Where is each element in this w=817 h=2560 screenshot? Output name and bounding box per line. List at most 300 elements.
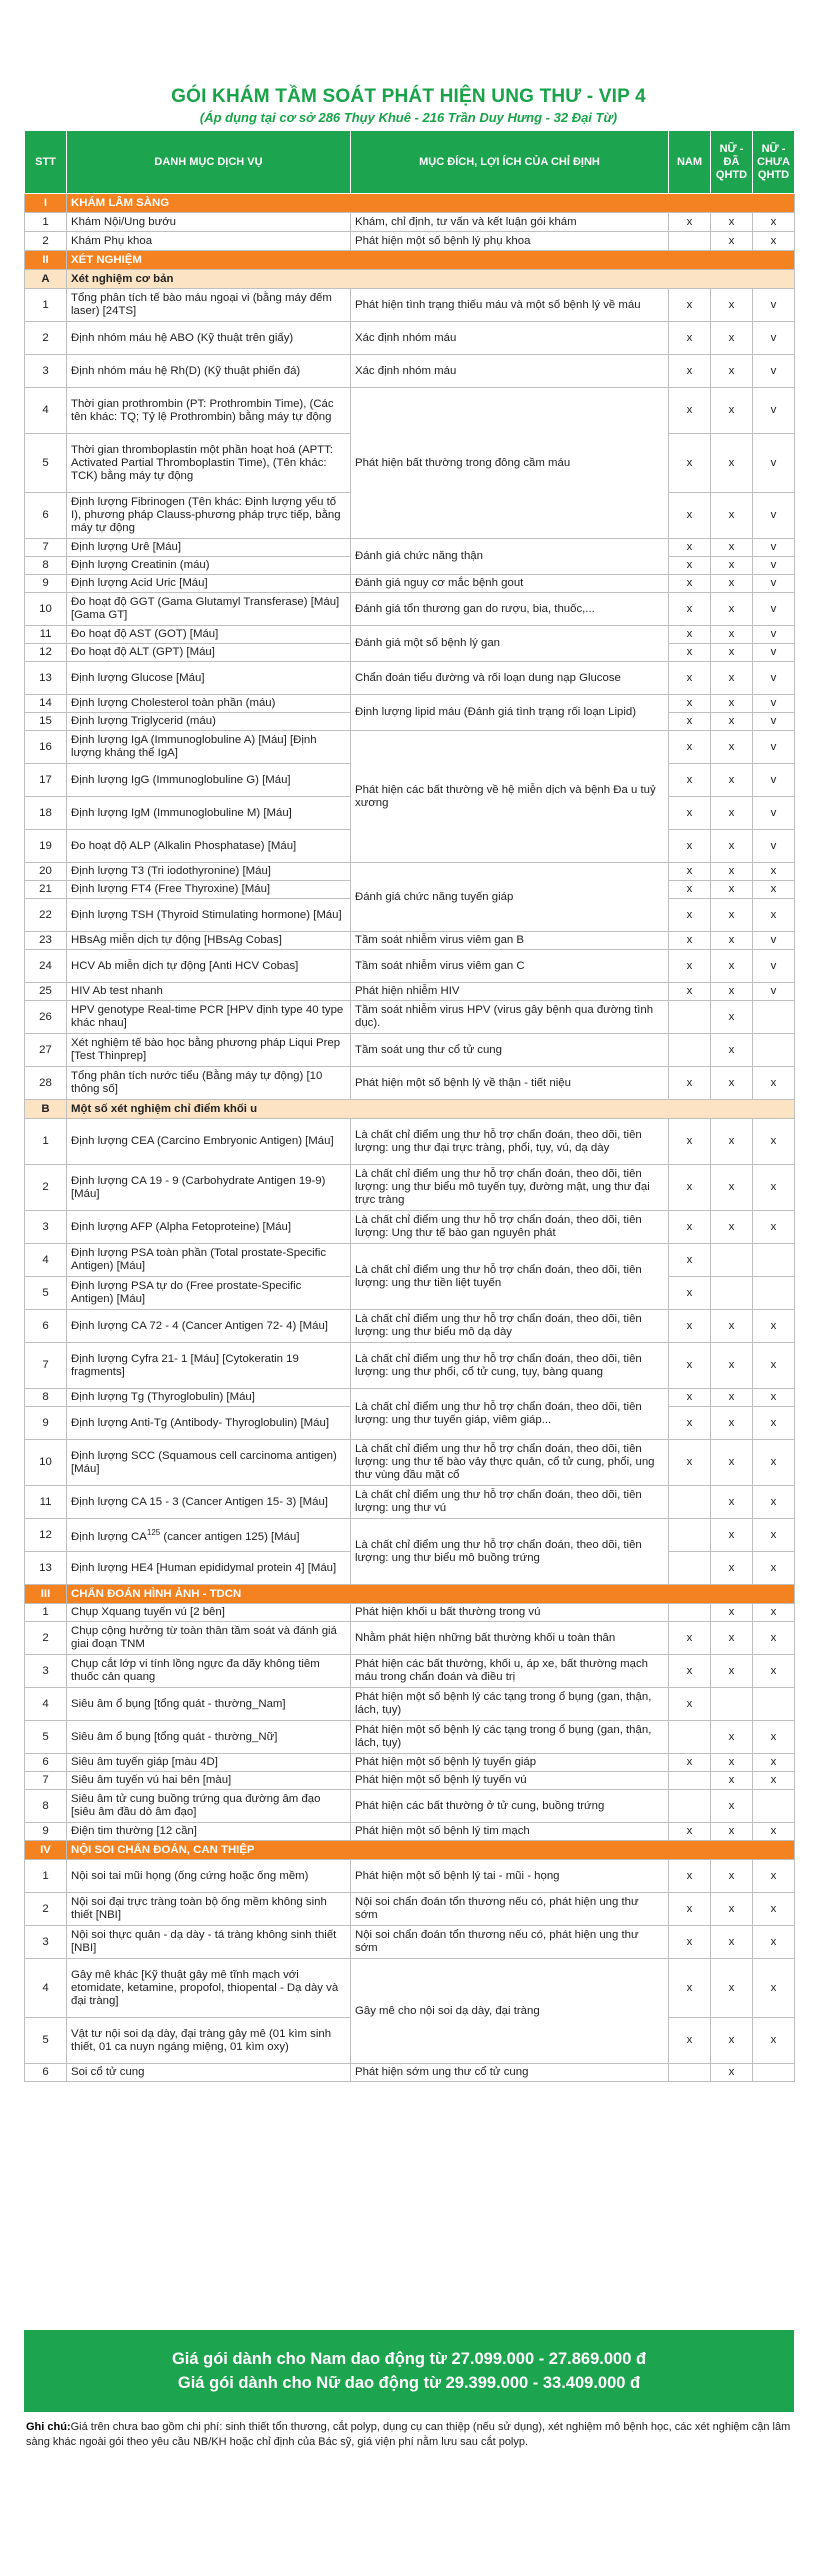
subsection-number: B: [25, 1100, 67, 1119]
mark-female-single: x: [753, 1519, 795, 1552]
row-stt: 2: [25, 232, 67, 251]
row-purpose: Chẩn đoán tiểu đường và rối loạn dung nạp Glucose: [351, 662, 669, 695]
mark-male: x: [669, 322, 711, 355]
row-purpose: Tầm soát nhiễm virus viêm gan B: [351, 932, 669, 950]
row-purpose: Là chất chỉ điểm ung thư hỗ trợ chẩn đoán, theo dõi, tiên lượng: ung thư biểu mô buồng trứng: [351, 1519, 669, 1585]
row-purpose: Phát hiện một số bệnh lý phụ khoa: [351, 232, 669, 251]
service-name-part: Định lượng CA: [71, 1530, 147, 1543]
row-service: Định lượng CA 72 - 4 (Cancer Antigen 72- 4) [Máu]: [67, 1310, 351, 1343]
mark-male: x: [669, 797, 711, 830]
row-purpose: Phát hiện khối u bất thường trong vú: [351, 1604, 669, 1622]
row-purpose: Đánh giá chức năng tuyến giáp: [351, 863, 669, 932]
row-stt: 26: [25, 1001, 67, 1034]
table-row: [25, 1860, 795, 1893]
mark-male: x: [669, 434, 711, 493]
mark-female-single: v: [753, 695, 795, 713]
row-service: Định lượng Triglycerid (máu): [67, 713, 351, 731]
row-service: Thời gian thromboplastin một phần hoạt hoá (APTT: Activated Partial Thromboplastin Time), (Tên khác: TCK) bằng máy tự động: [67, 434, 351, 493]
row-stt: 2: [25, 1893, 67, 1926]
mark-male: x: [669, 1067, 711, 1100]
row-stt: 10: [25, 593, 67, 626]
row-service: Định lượng TSH (Thyroid Stimulating hormone) [Máu]: [67, 899, 351, 932]
table-header-row: [25, 131, 795, 194]
mark-male: x: [669, 899, 711, 932]
row-stt: 6: [25, 2064, 67, 2082]
mark-female-married: x: [711, 1721, 753, 1754]
table-row: [25, 1959, 795, 2018]
row-purpose: Phát hiện một số bệnh lý tuyến vú: [351, 1772, 669, 1790]
mark-female-single: v: [753, 644, 795, 662]
mark-female-single: x: [753, 213, 795, 232]
mark-female-single: x: [753, 881, 795, 899]
mark-female-married: x: [711, 1655, 753, 1688]
table-row: [25, 1001, 795, 1034]
section-number: IV: [25, 1841, 67, 1860]
mark-female-single: v: [753, 626, 795, 644]
row-purpose: Phát hiện tình trạng thiếu máu và một số bệnh lý về máu: [351, 289, 669, 322]
mark-female-married: x: [711, 1211, 753, 1244]
row-stt: 12: [25, 644, 67, 662]
mark-male: x: [669, 1926, 711, 1959]
row-stt: 4: [25, 1688, 67, 1721]
table-row: [25, 1165, 795, 1211]
row-service: Đo hoạt độ ALT (GPT) [Máu]: [67, 644, 351, 662]
row-purpose: Phát hiện một số bệnh lý tim mạch: [351, 1823, 669, 1841]
row-stt: 8: [25, 557, 67, 575]
mark-female-married: x: [711, 493, 753, 539]
row-stt: 3: [25, 355, 67, 388]
row-stt: 5: [25, 434, 67, 493]
row-service: Xét nghiệm tế bào học bằng phương pháp Liqui Prep [Test Thinprep]: [67, 1034, 351, 1067]
mark-female-married: x: [711, 644, 753, 662]
row-service: Nội soi đại trực tràng toàn bộ ống mềm không sinh thiết [NBI]: [67, 1893, 351, 1926]
table-row: [25, 950, 795, 983]
row-service: Khám Phụ khoa: [67, 232, 351, 251]
mark-female-married: x: [711, 1067, 753, 1100]
row-stt: 2: [25, 322, 67, 355]
mark-female-single: x: [753, 1926, 795, 1959]
section-title: NỘI SOI CHẨN ĐOÁN, CAN THIỆP: [67, 1841, 795, 1860]
mark-male: x: [669, 355, 711, 388]
row-purpose: Nội soi chẩn đoán tổn thương nếu có, phát hiện ung thư sớm: [351, 1893, 669, 1926]
mark-male: x: [669, 881, 711, 899]
mark-female-single: x: [753, 1655, 795, 1688]
table-row: [25, 213, 795, 232]
mark-female-single: [753, 2064, 795, 2082]
mark-female-single: x: [753, 899, 795, 932]
row-stt: 12: [25, 1519, 67, 1552]
mark-female-married: x: [711, 950, 753, 983]
section-row: [25, 1841, 795, 1860]
mark-female-single: [753, 1034, 795, 1067]
mark-female-married: x: [711, 1823, 753, 1841]
mark-female-single: v: [753, 434, 795, 493]
section-number: III: [25, 1585, 67, 1604]
row-stt: 22: [25, 899, 67, 932]
row-service: Tổng phân tích tế bào máu ngoại vi (bằng máy đếm laser) [24TS]: [67, 289, 351, 322]
mark-male: x: [669, 713, 711, 731]
row-stt: 23: [25, 932, 67, 950]
mark-female-married: x: [711, 2018, 753, 2064]
mark-female-single: x: [753, 1119, 795, 1165]
mark-male: x: [669, 493, 711, 539]
row-stt: 13: [25, 1552, 67, 1585]
mark-male: x: [669, 539, 711, 557]
table-row: [25, 1310, 795, 1343]
table-row: [25, 388, 795, 434]
mark-male: x: [669, 764, 711, 797]
row-service: Định nhóm máu hệ ABO (Kỹ thuật trên giấy): [67, 322, 351, 355]
mark-female-married: [711, 1277, 753, 1310]
table-row: [25, 1440, 795, 1486]
row-purpose: Phát hiện một số bệnh lý tuyến giáp: [351, 1754, 669, 1772]
row-service: Tổng phân tích nước tiểu (Bằng máy tự động) [10 thông số]: [67, 1067, 351, 1100]
row-service: Chụp Xquang tuyến vú [2 bên]: [67, 1604, 351, 1622]
mark-female-married: x: [711, 1440, 753, 1486]
row-purpose: Tầm soát ung thư cổ tử cung: [351, 1034, 669, 1067]
mark-male: x: [669, 1440, 711, 1486]
mark-female-single: v: [753, 575, 795, 593]
row-stt: 9: [25, 1823, 67, 1841]
row-stt: 11: [25, 626, 67, 644]
mark-male: x: [669, 983, 711, 1001]
mark-female-single: x: [753, 1211, 795, 1244]
mark-female-single: v: [753, 830, 795, 863]
mark-male: x: [669, 289, 711, 322]
mark-female-single: v: [753, 797, 795, 830]
row-purpose: Đánh giá tổn thương gan do rượu, bia, thuốc,...: [351, 593, 669, 626]
mark-female-single: x: [753, 1067, 795, 1100]
row-purpose: Phát hiện các bất thường, khối u, áp xe, bất thường mạch máu trong chẩn đoán và điều trị: [351, 1655, 669, 1688]
mark-female-married: x: [711, 575, 753, 593]
subsection-row: [25, 270, 795, 289]
footnote: [26, 2420, 792, 2450]
mark-female-single: [753, 1244, 795, 1277]
row-stt: 2: [25, 1622, 67, 1655]
mark-female-married: x: [711, 593, 753, 626]
mark-female-married: [711, 1244, 753, 1277]
section-title: XÉT NGHIỆM: [67, 251, 795, 270]
row-stt: 13: [25, 662, 67, 695]
row-service: HIV Ab test nhanh: [67, 983, 351, 1001]
mark-female-married: x: [711, 1552, 753, 1585]
mark-female-single: v: [753, 932, 795, 950]
mark-female-married: [711, 1688, 753, 1721]
service-name-part: (cancer antigen 125) [Máu]: [160, 1530, 300, 1543]
row-stt: 17: [25, 764, 67, 797]
mark-male: x: [669, 863, 711, 881]
row-purpose: Phát hiện các bất thường về hệ miễn dịch và bệnh Đa u tuỷ xương: [351, 731, 669, 863]
mark-male: [669, 1790, 711, 1823]
mark-male: x: [669, 1655, 711, 1688]
table-row: [25, 1519, 795, 1552]
mark-male: x: [669, 1622, 711, 1655]
mark-female-married: x: [711, 388, 753, 434]
mark-female-married: x: [711, 2064, 753, 2082]
table-row: [25, 1688, 795, 1721]
row-purpose: Tầm soát nhiễm virus viêm gan C: [351, 950, 669, 983]
mark-female-married: x: [711, 1119, 753, 1165]
section-title: KHÁM LÂM SÀNG: [67, 194, 795, 213]
mark-male: x: [669, 1893, 711, 1926]
table-row: [25, 1604, 795, 1622]
row-stt: 4: [25, 1959, 67, 2018]
header-service: DANH MỤC DỊCH VỤ: [67, 131, 351, 194]
row-service: HBsAg miễn dịch tự động [HBsAg Cobas]: [67, 932, 351, 950]
mark-male: x: [669, 1244, 711, 1277]
table-row: [25, 1790, 795, 1823]
mark-female-single: x: [753, 1486, 795, 1519]
mark-male: x: [669, 1959, 711, 2018]
row-purpose: Tầm soát nhiễm virus HPV (virus gây bệnh qua đường tình dục).: [351, 1001, 669, 1034]
row-purpose: Phát hiện nhiễm HIV: [351, 983, 669, 1001]
mark-female-married: x: [711, 899, 753, 932]
section-number: II: [25, 251, 67, 270]
row-stt: 2: [25, 1165, 67, 1211]
row-stt: 24: [25, 950, 67, 983]
row-service: Định lượng PSA toàn phần (Total prostate-Specific Antigen) [Máu]: [67, 1244, 351, 1277]
mark-female-married: x: [711, 830, 753, 863]
mark-male: [669, 1486, 711, 1519]
row-stt: 1: [25, 1119, 67, 1165]
row-purpose: Là chất chỉ điểm ung thư hỗ trợ chẩn đoán, theo dõi, tiên lượng: Ung thư tế bào gan nguyên phát: [351, 1211, 669, 1244]
mark-female-married: x: [711, 1519, 753, 1552]
mark-female-single: x: [753, 1552, 795, 1585]
service-table: [24, 130, 795, 2082]
mark-female-single: v: [753, 289, 795, 322]
superscript-text: 125: [146, 1528, 161, 1538]
mark-female-single: x: [753, 1860, 795, 1893]
row-stt: 6: [25, 1310, 67, 1343]
mark-male: [669, 1519, 711, 1552]
row-service: Định lượng Fibrinogen (Tên khác: Định lượng yếu tố I), phương pháp Clauss-phương pháp trực tiếp, bằng máy tự động: [67, 493, 351, 539]
mark-male: x: [669, 932, 711, 950]
row-stt: 5: [25, 1721, 67, 1754]
row-stt: 3: [25, 1211, 67, 1244]
table-row: [25, 2064, 795, 2082]
table-row: [25, 662, 795, 695]
mark-female-single: x: [753, 1440, 795, 1486]
row-service: Nội soi tai mũi họng (ống cứng hoặc ống mềm): [67, 1860, 351, 1893]
mark-female-single: [753, 1277, 795, 1310]
row-service: [67, 1519, 351, 1552]
mark-female-married: x: [711, 1926, 753, 1959]
mark-female-married: x: [711, 764, 753, 797]
mark-female-married: x: [711, 863, 753, 881]
row-service: Định lượng Anti-Tg (Antibody- Thyroglobulin) [Máu]: [67, 1407, 351, 1440]
mark-female-single: [753, 1688, 795, 1721]
mark-male: x: [669, 1277, 711, 1310]
table-row: [25, 593, 795, 626]
row-service: Định lượng Cholesterol toàn phần (máu): [67, 695, 351, 713]
row-service: Định lượng HE4 [Human epididymal protein 4] [Máu]: [67, 1552, 351, 1585]
row-service: Định lượng SCC (Squamous cell carcinoma antigen) [Máu]: [67, 1440, 351, 1486]
mark-female-single: x: [753, 1343, 795, 1389]
mark-female-married: x: [711, 797, 753, 830]
row-service: Soi cổ tử cung: [67, 2064, 351, 2082]
row-service: Siêu âm tuyến vú hai bên [màu]: [67, 1772, 351, 1790]
row-purpose: Là chất chỉ điểm ung thư hỗ trợ chẩn đoán, theo dõi, tiên lượng: ung thư vú: [351, 1486, 669, 1519]
table-row: [25, 1034, 795, 1067]
row-purpose: Đánh giá một số bệnh lý gan: [351, 626, 669, 662]
mark-female-married: x: [711, 1754, 753, 1772]
mark-female-married: x: [711, 434, 753, 493]
row-purpose: Phát hiện một số bệnh lý tai - mũi - họng: [351, 1860, 669, 1893]
row-purpose: Xác định nhóm máu: [351, 322, 669, 355]
row-purpose: Gây mê cho nội soi dạ dày, đại tràng: [351, 1959, 669, 2064]
section-row: [25, 251, 795, 270]
mark-female-married: x: [711, 232, 753, 251]
table-row: [25, 932, 795, 950]
row-service: Định lượng Cyfra 21- 1 [Máu] [Cytokeratin 19 fragments]: [67, 1343, 351, 1389]
mark-female-single: x: [753, 1893, 795, 1926]
table-row: [25, 539, 795, 557]
mark-female-married: x: [711, 713, 753, 731]
table-row: [25, 1119, 795, 1165]
mark-male: x: [669, 662, 711, 695]
row-stt: 1: [25, 213, 67, 232]
price-banner: [24, 2330, 794, 2412]
row-stt: 3: [25, 1926, 67, 1959]
mark-male: x: [669, 1860, 711, 1893]
mark-female-married: x: [711, 1034, 753, 1067]
mark-female-single: v: [753, 713, 795, 731]
row-service: Nội soi thực quản - dạ dày - tá tràng không sinh thiết [NBI]: [67, 1926, 351, 1959]
row-service: Định lượng Glucose [Máu]: [67, 662, 351, 695]
table-row: [25, 289, 795, 322]
header-stt: STT: [25, 131, 67, 194]
row-service: HCV Ab miễn dịch tự động [Anti HCV Cobas]: [67, 950, 351, 983]
mark-female-married: x: [711, 695, 753, 713]
mark-female-single: v: [753, 355, 795, 388]
mark-male: x: [669, 1389, 711, 1407]
mark-female-single: v: [753, 557, 795, 575]
row-service: Siêu âm tuyến giáp [màu 4D]: [67, 1754, 351, 1772]
table-row: [25, 1343, 795, 1389]
row-service: Định lượng IgM (Immunoglobuline M) [Máu]: [67, 797, 351, 830]
row-purpose: Phát hiện một số bệnh lý các tạng trong ổ bụng (gan, thận, lách, tụy): [351, 1721, 669, 1754]
mark-female-married: x: [711, 1343, 753, 1389]
mark-female-married: x: [711, 1001, 753, 1034]
mark-female-married: x: [711, 1860, 753, 1893]
row-stt: 11: [25, 1486, 67, 1519]
mark-female-single: x: [753, 2018, 795, 2064]
price-male: Giá gói dành cho Nam dao động từ 27.099.000 - 27.869.000 đ: [171, 2350, 647, 2368]
mark-female-single: v: [753, 539, 795, 557]
row-stt: 10: [25, 1440, 67, 1486]
mark-female-married: x: [711, 1772, 753, 1790]
mark-female-single: v: [753, 593, 795, 626]
table-row: [25, 863, 795, 881]
mark-female-married: x: [711, 355, 753, 388]
table-row: [25, 1823, 795, 1841]
row-purpose: Nội soi chẩn đoán tổn thương nếu có, phát hiện ung thư sớm: [351, 1926, 669, 1959]
mark-female-single: x: [753, 1389, 795, 1407]
row-purpose: Là chất chỉ điểm ung thư hỗ trợ chẩn đoán, theo dõi, tiên lượng: ung thư tuyến giáp, viêm giáp...: [351, 1389, 669, 1440]
table-row: [25, 1655, 795, 1688]
mark-male: x: [669, 1823, 711, 1841]
mark-female-single: x: [753, 1165, 795, 1211]
mark-male: x: [669, 830, 711, 863]
row-stt: 9: [25, 575, 67, 593]
row-stt: 7: [25, 1772, 67, 1790]
mark-male: x: [669, 644, 711, 662]
table-row: [25, 695, 795, 713]
mark-female-married: x: [711, 322, 753, 355]
row-purpose: Phát hiện sớm ung thư cổ tử cung: [351, 2064, 669, 2082]
mark-female-single: v: [753, 388, 795, 434]
mark-female-married: x: [711, 557, 753, 575]
row-stt: 3: [25, 1655, 67, 1688]
row-service: Định lượng Acid Uric [Máu]: [67, 575, 351, 593]
row-service: Định lượng CA 19 - 9 (Carbohydrate Antigen 19-9) [Máu]: [67, 1165, 351, 1211]
row-service: Vật tư nội soi dạ dày, đại tràng gây mê (01 kìm sinh thiết, 01 ca nuyn ngáng miệng, 01 kìm oxy): [67, 2018, 351, 2064]
mark-female-married: x: [711, 983, 753, 1001]
mark-male: x: [669, 1165, 711, 1211]
section-row: [25, 194, 795, 213]
mark-male: [669, 1552, 711, 1585]
mark-male: x: [669, 388, 711, 434]
subsection-number: A: [25, 270, 67, 289]
row-service: Thời gian prothrombin (PT: Prothrombin Time), (Các tên khác: TQ; Tỷ lệ Prothrombin) bằng máy tự động: [67, 388, 351, 434]
row-purpose: Đánh giá nguy cơ mắc bệnh gout: [351, 575, 669, 593]
mark-female-married: x: [711, 213, 753, 232]
row-service: Khám Nội/Ung bướu: [67, 213, 351, 232]
mark-male: [669, 1721, 711, 1754]
mark-male: x: [669, 575, 711, 593]
row-stt: 4: [25, 388, 67, 434]
row-purpose: Là chất chỉ điểm ung thư hỗ trợ chẩn đoán, theo dõi, tiên lượng: ung thư tế bào vảy thực quản, cổ tử cung, phổi, ung thư vùng đầu mặt cổ: [351, 1440, 669, 1486]
row-purpose: Là chất chỉ điểm ung thư hỗ trợ chẩn đoán, theo dõi, tiên lượng: ung thư biểu mô dạ dày: [351, 1310, 669, 1343]
row-purpose: Phát hiện các bất thường ở tử cung, buồng trứng: [351, 1790, 669, 1823]
mark-female-single: v: [753, 493, 795, 539]
table-row: [25, 731, 795, 764]
mark-female-married: x: [711, 731, 753, 764]
mark-female-married: x: [711, 662, 753, 695]
mark-female-married: x: [711, 1604, 753, 1622]
mark-female-married: x: [711, 1310, 753, 1343]
mark-female-married: x: [711, 1893, 753, 1926]
mark-female-married: x: [711, 1389, 753, 1407]
row-stt: 1: [25, 1860, 67, 1893]
mark-male: [669, 1001, 711, 1034]
mark-female-single: x: [753, 1823, 795, 1841]
subsection-title: Một số xét nghiệm chỉ điểm khối u: [67, 1100, 795, 1119]
header-female-single: NỮ - CHƯA QHTD: [753, 131, 795, 194]
mark-male: [669, 232, 711, 251]
mark-male: x: [669, 1119, 711, 1165]
mark-male: [669, 1604, 711, 1622]
row-purpose: Phát hiện một số bệnh lý về thận - tiết niệu: [351, 1067, 669, 1100]
mark-male: x: [669, 1343, 711, 1389]
mark-male: x: [669, 1688, 711, 1721]
row-service: Định lượng Urê [Máu]: [67, 539, 351, 557]
section-row: [25, 1585, 795, 1604]
mark-female-single: x: [753, 1772, 795, 1790]
row-purpose: Khám, chỉ định, tư vấn và kết luận gói khám: [351, 213, 669, 232]
row-stt: 8: [25, 1389, 67, 1407]
row-stt: 8: [25, 1790, 67, 1823]
mark-female-married: x: [711, 1407, 753, 1440]
table-row: [25, 1244, 795, 1277]
row-service: Siêu âm ổ bụng [tổng quát - thường_Nữ]: [67, 1721, 351, 1754]
row-service: Định lượng IgG (Immunoglobuline G) [Máu]: [67, 764, 351, 797]
row-service: Đo hoạt độ AST (GOT) [Máu]: [67, 626, 351, 644]
mark-female-single: v: [753, 764, 795, 797]
mark-female-single: v: [753, 662, 795, 695]
mark-female-married: x: [711, 1486, 753, 1519]
table-row: [25, 1721, 795, 1754]
